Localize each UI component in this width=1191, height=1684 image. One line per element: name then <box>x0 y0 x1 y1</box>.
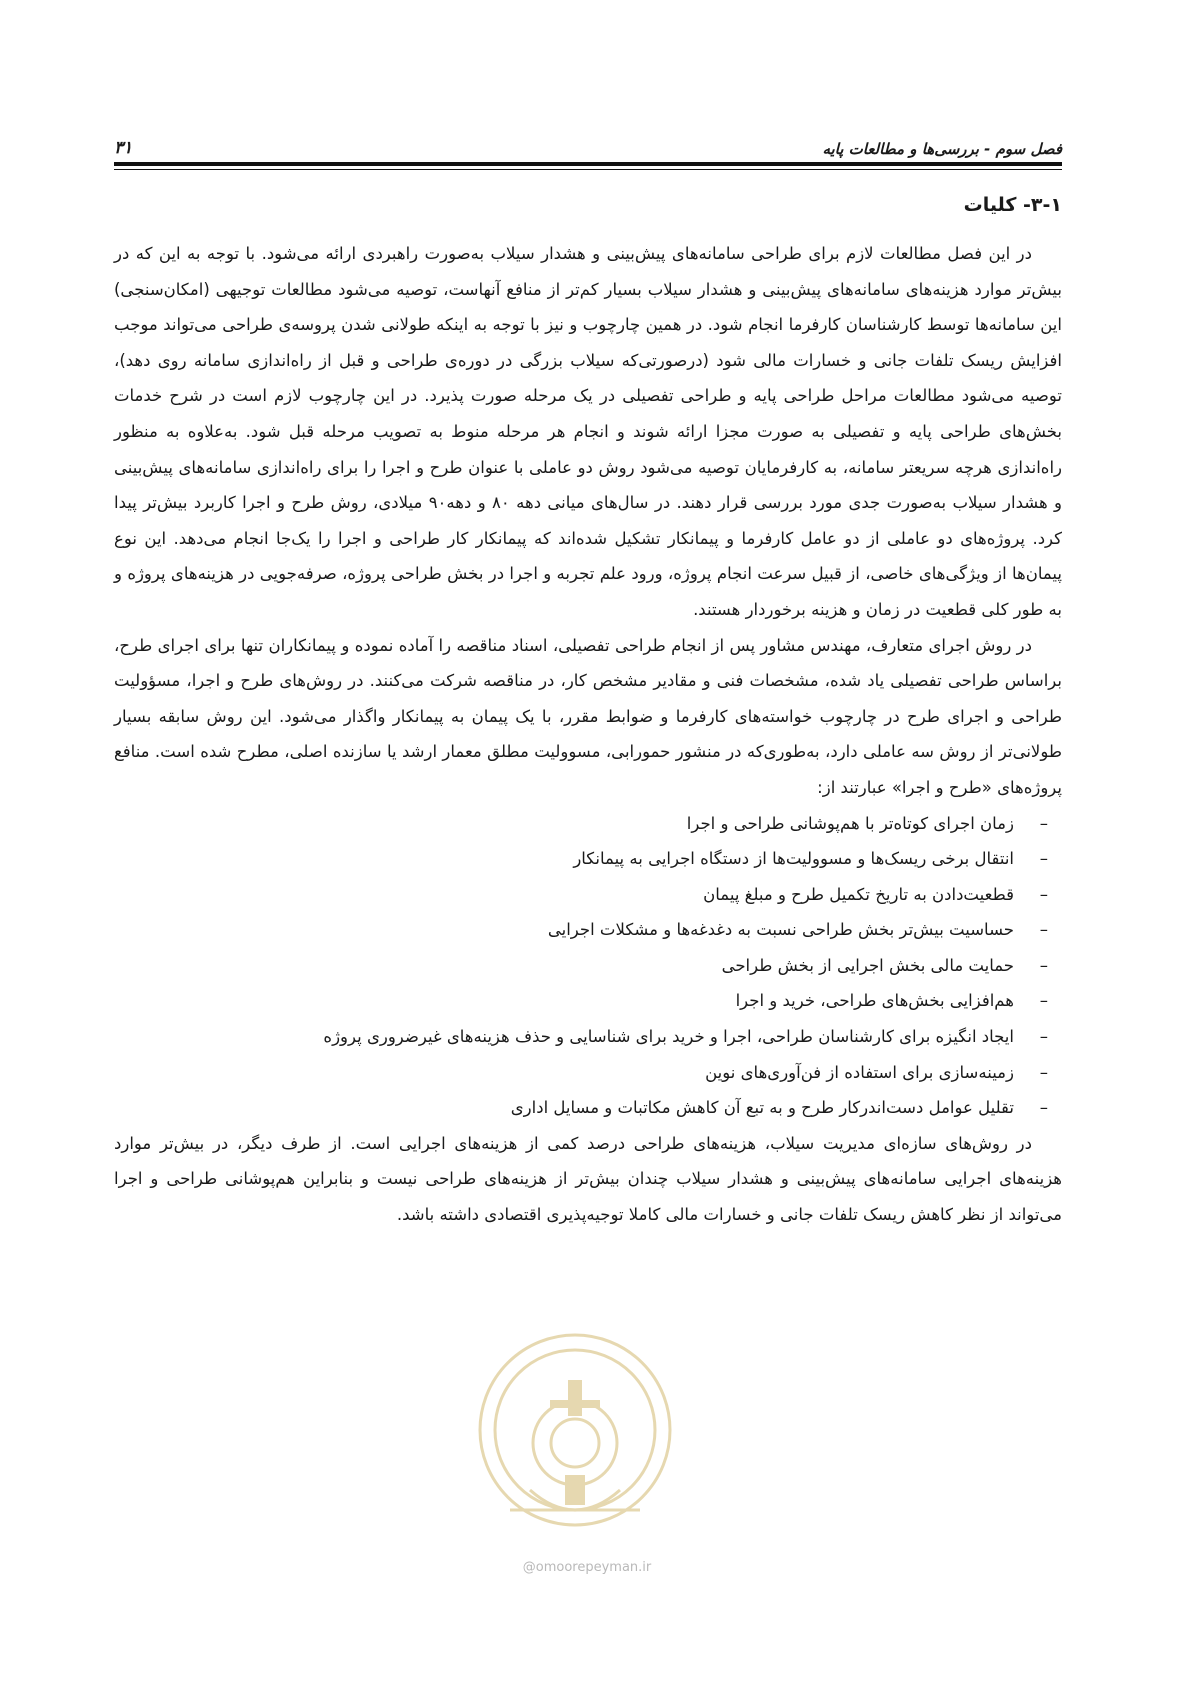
body-paragraph-1: در این فصل مطالعات لازم برای طراحی سامانه‌های پیش‌بینی و هشدار سیلاب به‌صورت راهبردی ارائه می‌شود. با توجه به این که در بیش‌تر موارد هزینه‌های سامانه‌های پیش‌بینی و هشدار سیلاب بسیار کم‌تر از منافع آنهاست، توصیه می‌شود مطالعات توجیهی (امکان‌سنجی) این سامانه‌ها توسط کارشناسان کارفرما انجام شود. در همین چارچوب و نیز با توجه به اینکه طولانی شدن پروسه‌ی طراحی می‌تواند موجب افزایش ریسک تلفات جانی و خسارات مالی شود (درصورتی‌که سیلاب بزرگی در دوره‌ی طراحی و قبل از راه‌اندازی سامانه روی دهد)، توصیه می‌شود مطالعات مراحل طراحی پایه و طراحی تفصیلی در یک مرحله صورت پذیرد. در این چارچوب لازم است در شرح خدمات بخش‌های طراحی پایه و تفصیلی به صورت مجزا ارائه شوند و انجام هر مرحله منوط به تصویب مرحله قبل شود. به‌علاوه به منظور راه‌اندازی هرچه سریعتر سامانه، به کارفرمایان توصیه می‌شود روش دو عاملی با عنوان طرح و اجرا را برای راه‌اندازی سامانه‌های پیش‌بینی و هشدار سیلاب به‌صورت جدی مورد بررسی قرار دهند. در سال‌های میانی دهه ۸۰ و دهه۹۰ میلادی، روش طرح و اجرا کاربرد بیش‌تر پیدا کرد. پروژه‌های دو عاملی از دو عامل کارفرما و پیمانکار تشکیل شده‌اند که پیمانکار کار طراحی و اجرا را یک‌جا انجام می‌دهد. این نوع پیمان‌ها از ویژگی‌های خاصی، از قبیل سرعت انجام پروژه، ورود علم تجربه و اجرا در بخش طراحی پروژه، صرفه‌جویی در هزینه‌های پروژه و به طور کلی قطعیت در زمان و هزینه برخوردار هستند. <box>114 244 1062 619</box>
list-item: –حمایت مالی بخش اجرایی از بخش طراحی <box>114 948 1048 984</box>
watermark-seal-icon <box>470 1325 680 1575</box>
bullet-dash: – <box>1039 1027 1048 1047</box>
header-rule-thick <box>114 162 1062 166</box>
list-item: –زمینه‌سازی برای استفاده از فن‌آوری‌های نوین <box>114 1055 1048 1091</box>
chapter-title: فصل سوم - بررسی‌ها و مطالعات پایه <box>822 140 1062 158</box>
body-paragraph-2: در روش اجرای متعارف، مهندس مشاور پس از انجام طراحی تفصیلی، اسناد مناقصه را آماده نموده و پیمانکاران تنها برای اجرای طرح، براساس طراحی تفصیلی یاد شده، مشخصات فنی و مقادیر مشخص کار، در مناقصه شرکت می‌کنند. در روش‌های طرح و اجرا، مسؤولیت طراحی و اجرای طرح در چارچوب خواسته‌های کارفرما و ضوابط مقرر، با یک پیمان به پیمانکار واگذار می‌شود. این روش سابقه بسیار طولانی‌تر از روش سه عاملی دارد، به‌طوری‌که در منشور حمورابی، مسوولیت مطلق معمار ارشد یا سازنده اصلی، مطرح شده است. منافع پروژه‌های «طرح و اجرا» عبارتند از: <box>114 635 1062 797</box>
bullet-dash: – <box>1039 813 1048 833</box>
bullet-dash: – <box>1039 1062 1048 1082</box>
bullet-dash: – <box>1039 849 1048 869</box>
list-item: –قطعیت‌دادن به تاریخ تکمیل طرح و مبلغ پیمان <box>114 877 1048 913</box>
closing-paragraph: در روش‌های سازه‌ای مدیریت سیلاب، هزینه‌های طراحی درصد کمی از هزینه‌های اجرایی است. از طرف دیگر، در بیش‌تر موارد هزینه‌های اجرایی سامانه‌های پیش‌بینی و هشدار سیلاب چندان بیش‌تر از هزینه‌های طراحی نیست و بنابراین هم‌پوشانی طراحی و اجرا می‌تواند از نظر کاهش ریسک تلفات جانی و خسارات مالی کاملا توجیه‌پذیری اقتصادی داشته باشد. <box>114 1133 1062 1225</box>
page-body <box>114 188 1062 1233</box>
list-item: –تقلیل عوامل دست‌اندرکار طرح و به تبع آن کاهش مکاتبات و مسایل اداری <box>114 1090 1048 1126</box>
list-item: –زمان اجرای کوتاه‌تر با هم‌پوشانی طراحی و اجرا <box>114 806 1048 842</box>
page-number: ۳۱ <box>114 138 133 158</box>
bullet-dash: – <box>1039 1098 1048 1118</box>
list-item: –هم‌افزایی بخش‌های طراحی، خرید و اجرا <box>114 983 1048 1019</box>
bullet-dash: – <box>1039 955 1048 975</box>
bullet-dash: – <box>1039 991 1048 1011</box>
list-item: –حساسیت بیش‌تر بخش طراحی نسبت به دغدغه‌ها و مشکلات اجرایی <box>114 912 1048 948</box>
header-rule-thin <box>114 169 1062 170</box>
list-item: –ایجاد انگیزه برای کارشناسان طراحی، اجرا و خرید برای شناسایی و حذف هزینه‌های غیرضروری پروژه <box>114 1019 1048 1055</box>
bullet-dash: – <box>1039 884 1048 904</box>
list-item: –انتقال برخی ریسک‌ها و مسوولیت‌ها از دستگاه اجرایی به پیمانکار <box>114 841 1048 877</box>
bullet-dash: – <box>1039 920 1048 940</box>
section-heading: ۳-۱- کلیات <box>963 194 1062 216</box>
benefits-list <box>114 806 1062 1126</box>
page-header <box>114 128 1062 158</box>
watermark-url: @omoorepeyman.ir <box>522 1560 652 1575</box>
